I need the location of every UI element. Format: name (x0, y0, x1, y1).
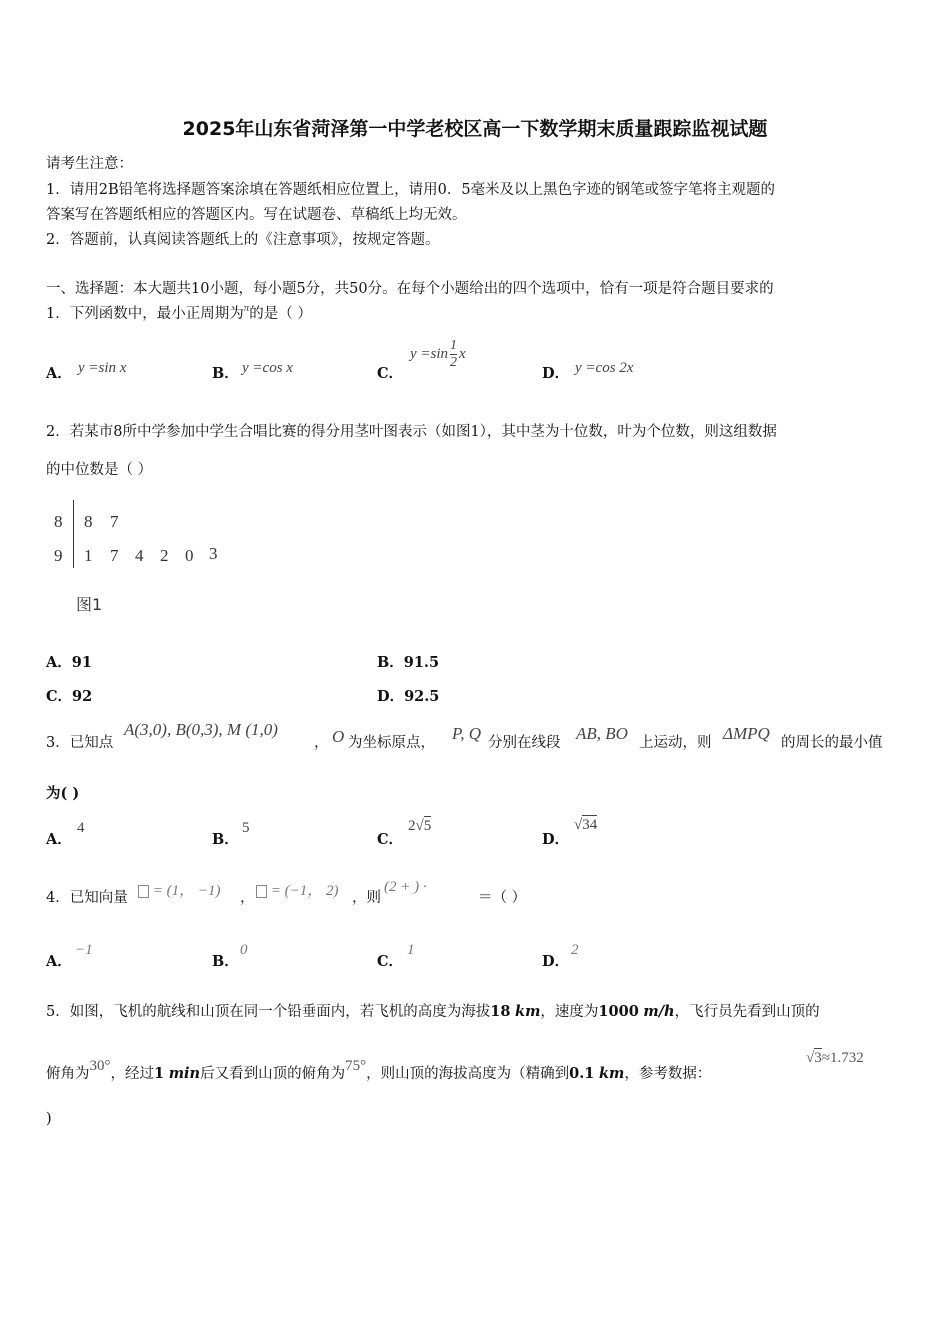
q4-option-a-math: −1 (75, 942, 93, 958)
q4-option-c-math: 1 (407, 942, 415, 958)
q5-line2-e: ，参考数据： (624, 1066, 712, 1082)
notice-line-1a: 1．请用2B铅笔将选择题答案涂填在答题纸相应位置上，请用0．5毫米及以上黑色字迹的钢笔或签字笔将主观题的 (46, 182, 776, 198)
q4-vector-b-value: = (−1， 2) (270, 883, 339, 899)
q1-option-b-math: y =cos x (242, 360, 293, 376)
figure-label: 图1 (76, 595, 103, 614)
q3-comma: ， (314, 735, 329, 751)
q1-stem (46, 302, 312, 323)
q5-line2-c: 后又看到山顶的俯角为 (200, 1066, 346, 1082)
q3-stem-c: 分别在线段 (488, 735, 561, 751)
q5-speed: 1000 (598, 1003, 639, 1020)
q5-height: 18 (490, 1003, 511, 1020)
q1-c-math-b: x (459, 345, 466, 362)
leaf: 3 (209, 544, 218, 563)
q4-option-b-label: B． (212, 953, 239, 970)
vector-b-icon (256, 885, 267, 898)
q1-c-num: 1 (450, 338, 458, 353)
q2-stem-a: 2．若某市8所中学参加中学生合唱比赛的得分用茎叶图表示（如图1），其中茎为十位数，叶为个位数，则这组数据 (46, 424, 777, 440)
q4-option-a-label: A． (46, 953, 72, 970)
q1-c-fraction (450, 338, 457, 371)
q4-stem-a: 4．已知向量 (46, 890, 128, 906)
q1-option-b-label: B． (212, 365, 239, 382)
q3-option-a-math: 4 (77, 820, 85, 836)
leaf: 7 (110, 512, 119, 531)
q3-points: A(3,0), B(0,3), M (1,0) (124, 720, 278, 739)
q3-stem-f: 为( ) (46, 785, 80, 802)
q3-stem-e: 的周长的最小值 (781, 735, 883, 751)
q1-option-a-math: y =sin x (78, 360, 127, 376)
q5-time: 1 (154, 1065, 165, 1082)
q5-ref-radicand: 3 (814, 1050, 822, 1066)
leaf: 2 (160, 546, 169, 565)
q1-c-den: 2 (450, 355, 458, 370)
q2-option-c: C．92 (46, 688, 93, 705)
q5-angle-2: 75° (345, 1058, 367, 1074)
q1-option-a-label: A． (46, 365, 72, 382)
q1-c-math-a: y =sin (410, 345, 449, 362)
q3-c-coef: 2 (408, 818, 416, 834)
q5-line2-a: 俯角为 (46, 1066, 90, 1082)
q3-pq: P, Q (452, 724, 481, 743)
q1-option-d-label: D． (542, 365, 570, 382)
leaf: 7 (110, 546, 119, 565)
q3-option-a-label: A． (46, 831, 72, 848)
q1-option-c-label: C． (377, 365, 404, 382)
q1-stem-b: 的是（ ） (249, 306, 312, 322)
notice-header: 请考生注意： (46, 156, 133, 172)
q4-option-b-math: 0 (240, 942, 248, 958)
q4-expression: (2 + ) · (384, 879, 427, 895)
q2-option-d: D．92.5 (377, 688, 440, 705)
q2-option-b: B．91.5 (377, 654, 440, 671)
section-header: 一、选择题：本大题共10小题，每小题5分，共50分。在每个小题给出的四个选项中，恰有一项是符合题目要求的 (46, 281, 774, 297)
q2-stem-b: 的中位数是（ ） (46, 462, 153, 478)
q3-c-radicand: 5 (423, 818, 432, 834)
page-title: 2025年山东省菏泽第一中学老校区高一下数学期末质量跟踪监视试题 (182, 118, 768, 140)
q4-option-c-label: C． (377, 953, 404, 970)
q5-angle-1: 30° (89, 1058, 111, 1074)
q5-unit-km-1: km (515, 1003, 541, 1020)
stem-8: 8 (54, 512, 63, 531)
q5-line-3: ) (46, 1111, 52, 1127)
q1-option-c-math (410, 338, 466, 371)
q5-unit-km-2: km (598, 1065, 625, 1082)
q5-line1-c: ，飞行员先看到山顶的 (674, 1004, 820, 1020)
q5-unit-speed: m/h (643, 1003, 675, 1020)
q5-line1-a: 5．如图，飞机的航线和山顶在同一个铅垂面内，若飞机的高度为海拔 (46, 1004, 491, 1020)
q5-line-1 (46, 1000, 820, 1021)
q3-triangle: ΔMPQ (723, 724, 770, 743)
q3-segments: AB, BO (576, 724, 628, 743)
q3-stem-a: 3．已知点 (46, 735, 114, 751)
q3-option-c-math: 2√5 (408, 818, 432, 834)
q1-stem-a: 1．下列函数中，最小正周期为 (46, 306, 244, 322)
q4-vector-a (138, 879, 221, 900)
q4-comma: ， (240, 890, 255, 906)
notice-line-1b: 答案写在答题纸相应的答题区内。写在试题卷、草稿纸上均无效。 (46, 207, 467, 223)
leaf: 0 (185, 546, 194, 565)
leaf: 4 (135, 546, 144, 565)
q5-unit-min: min (168, 1065, 201, 1082)
q1-option-d-math: y =cos 2x (575, 360, 634, 376)
q4-option-d-math: 2 (571, 942, 579, 958)
q3-option-b-math: 5 (242, 820, 250, 836)
q3-option-d-label: D． (542, 831, 570, 848)
q5-line2-d: ，则山顶的海拔高度为（精确到 (366, 1066, 570, 1082)
q5-line-2 (46, 1058, 712, 1083)
q4-vector-b (256, 879, 339, 900)
q2-option-a: A．91 (46, 654, 92, 671)
q5-reference-value: √3≈1.732 (806, 1050, 864, 1066)
q3-option-d-math: √34 (574, 817, 598, 833)
q3-origin: O (332, 727, 345, 746)
q4-then: ，则 (352, 890, 381, 906)
leaf: 1 (84, 546, 93, 565)
q3-option-c-label: C． (377, 831, 404, 848)
q3-d-radicand: 34 (582, 817, 598, 833)
q3-stem-d: 上运动，则 (639, 735, 712, 751)
q4-vector-a-value: = (1， −1) (152, 883, 221, 899)
q5-precision: 0.1 (569, 1065, 595, 1082)
q1-pi: π (243, 302, 250, 314)
q5-line1-b: ，速度为 (540, 1004, 599, 1020)
vector-a-icon (138, 885, 149, 898)
q4-stem-b: ＝（ ） (478, 890, 527, 906)
q5-line2-b: ，经过 (110, 1066, 154, 1082)
notice-line-2: 2．答题前，认真阅读答题纸上的《注意事项》，按规定答题。 (46, 232, 440, 248)
q3-stem-b: 为坐标原点， (348, 735, 435, 751)
q3-option-b-label: B． (212, 831, 239, 848)
stem-leaf-plot (44, 502, 254, 622)
q5-ref-approx: ≈1.732 (821, 1050, 864, 1066)
q4-option-d-label: D． (542, 953, 570, 970)
leaf: 8 (84, 512, 93, 531)
stem-9: 9 (54, 546, 63, 565)
